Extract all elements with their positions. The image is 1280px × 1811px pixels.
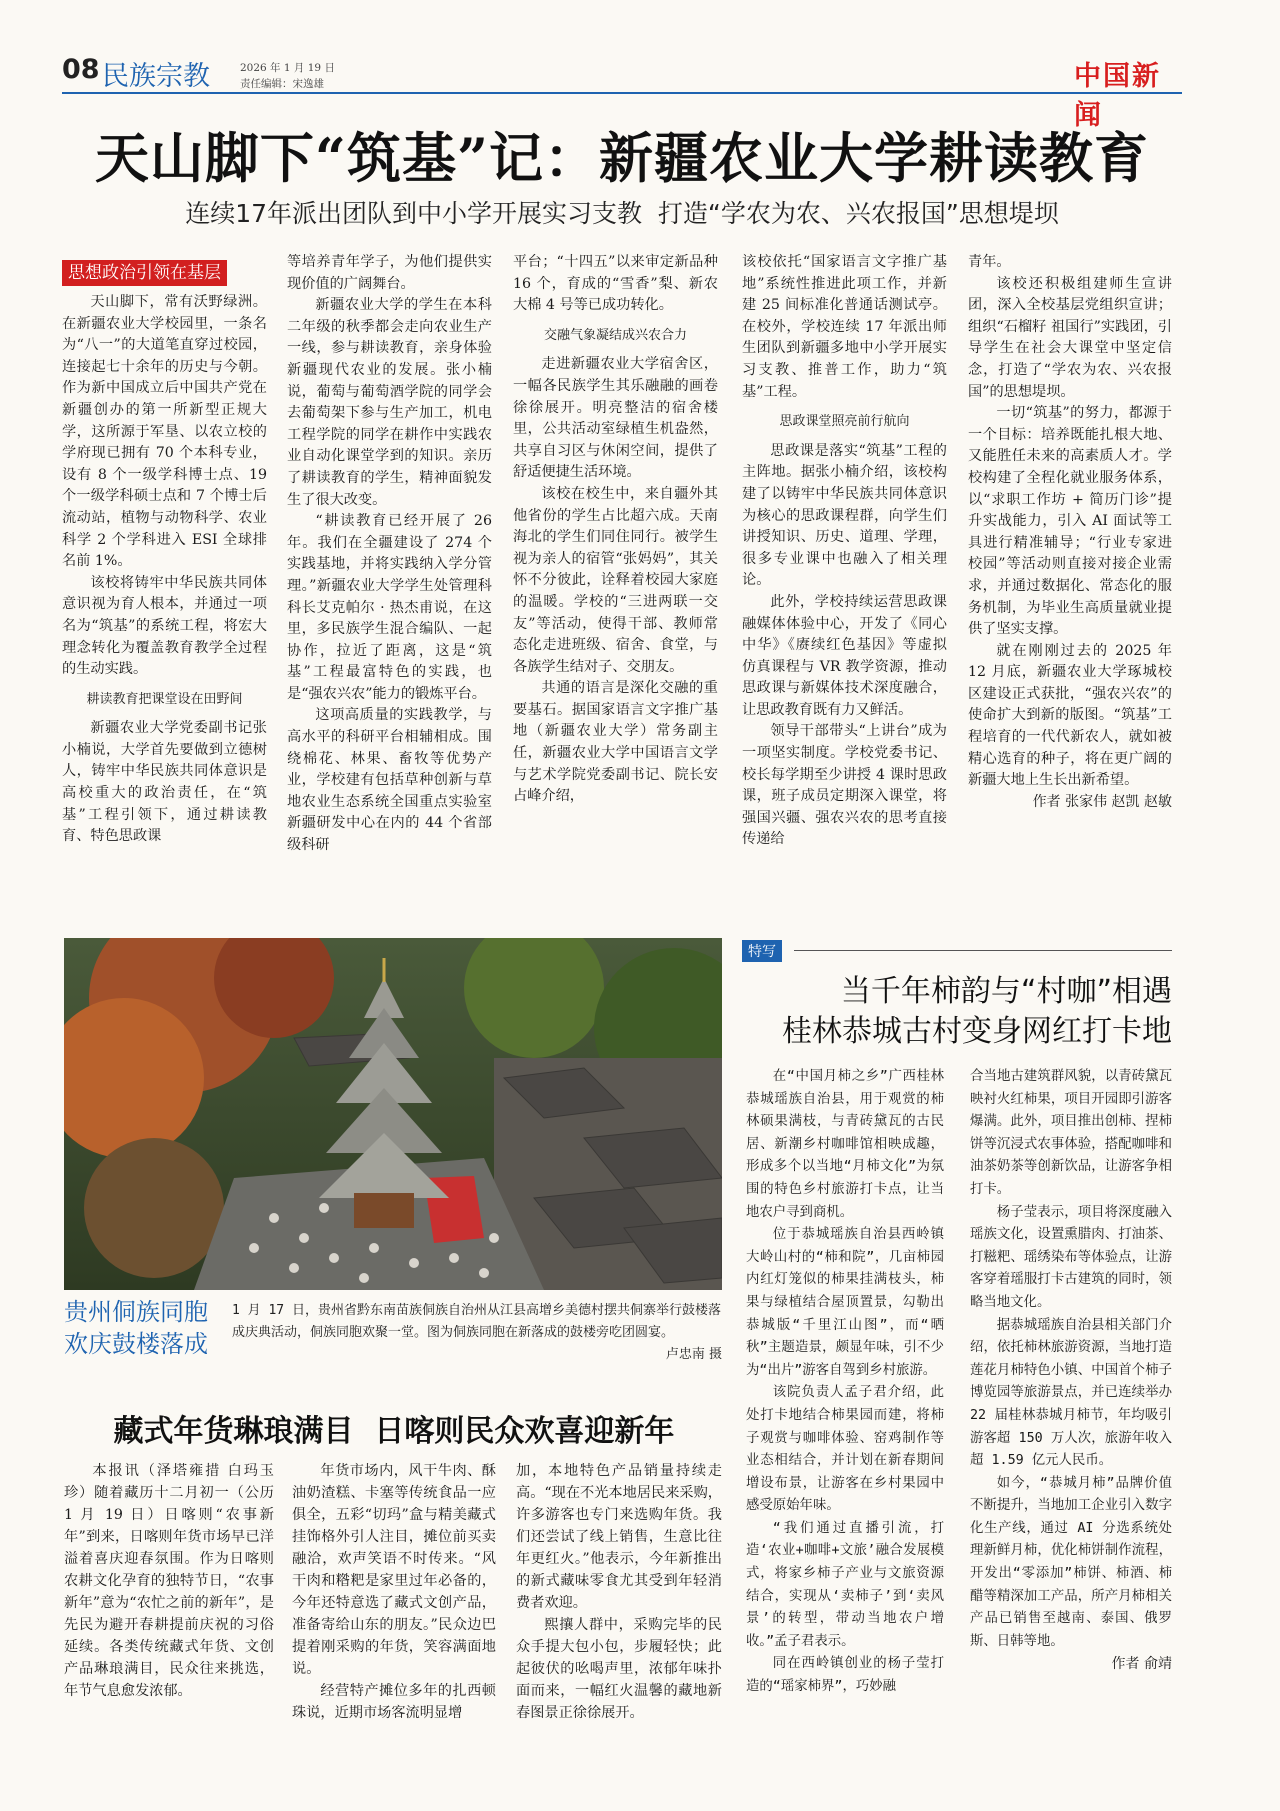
paragraph: 杨子莹表示，项目将深度融入瑶族文化，设置熏腊肉、打油茶、打糍粑、瑶绣染布等体验点，让游客穿着瑶服打卡古建筑的同时，领略当地文化。 bbox=[970, 1204, 1172, 1310]
photo-credit: 卢忠南 摄 bbox=[665, 1347, 722, 1362]
paragraph: 此外，学校持续运营思政课融媒体体验中心，开发了《同心中华》《赓续红色基因》等虚拟仿真课程与 VR 教学资源，推动思政课与新媒体技术深度融合，让思政教育既有力又鲜活。 bbox=[742, 593, 947, 718]
paragraph: “我们通过直播引流，打造‘农业+咖啡+文旅’融合发展模式，将家乡柿子产业与文旅资源结合，实现从‘卖柿子’到‘卖风景’的转型，带动当地农户增收。”孟子君表示。 bbox=[746, 1520, 944, 1649]
paragraph: 走进新疆农业大学宿舍区，一幅各民族学生其乐融融的画卷徐徐展开。明亮整洁的宿舍楼里，公共活动室绿植生机盎然，共享自习区与休闲空间，提供了舒适便捷生活环境。 bbox=[513, 356, 718, 481]
paragraph: 年货市场内，风干牛肉、酥油奶渣糕、卡塞等传统食品一应俱全，五彩“切玛”盒与精美藏式挂饰格外引人注目，摊位前买卖融洽，欢声笑语不时传来。“风干肉和糌粑是家里过年必备的，今年还特意选了藏式文创产品，准备寄给山东的朋友。”民众边巴提着刚采购的年货，笑容满面地说。 bbox=[292, 1463, 496, 1677]
editor-line: 责任编辑：宋逸雄 bbox=[240, 78, 324, 90]
paragraph: 领导干部带头“上讲台”成为一项坚实制度。学校党委书记、校长每学期至少讲授 4 课时思政课，班子成员定期深入课堂，将强国兴疆、强农兴农的思考直接传递给 bbox=[742, 723, 947, 848]
bottom-article-title: 藏式年货琳琅满目 日喀则民众欢喜迎新年 bbox=[113, 1414, 675, 1449]
paragraph: 平台；“十四五”以来审定新品种 16 个，育成的“雪香”梨、新农大棉 4 号等已成功转化。 bbox=[513, 254, 718, 314]
feature-tag: 特写 bbox=[742, 940, 782, 962]
paragraph: 该校还积极组建师生宣讲团，深入全校基层党组织宣讲；组织“石榴籽 祖国行”实践团，引导学生在社会大课堂中坚定信念，打造了“学农为农、兴农报国”的思想堤坝。 bbox=[968, 275, 1172, 400]
paragraph: 加，本地特色产品销量持续走高。“现在不光本地居民来采购，许多游客也专门来选购年货。我们还尝试了线上销售，生意比往年更红火。”他表示，今年新推出的新式藏味零食尤其受到年轻消费者欢迎。 bbox=[516, 1463, 722, 1611]
paragraph: 新疆农业大学党委副书记张小楠说，大学首先要做到立德树人，铸牢中华民族共同体意识是高校重大的政治责任，在“筑基”工程引领下，通过耕读教育、特色思政课 bbox=[62, 720, 267, 845]
feature-title-line-1: 当千年柿韵与“村咖”相遇 bbox=[840, 974, 1172, 1009]
paragraph: 经营特产摊位多年的扎西顿珠说，近期市场客流明显增 bbox=[292, 1683, 496, 1721]
feature-title-line-2: 桂林恭城古村变身网红打卡地 bbox=[782, 1014, 1172, 1049]
paragraph: 位于恭城瑶族自治县西岭镇大岭山村的“柿和院”，几亩柿园内红灯笼似的柿果挂满枝头，柿果与绿植结合屋顶置景，勾勒出恭城版“千里江山图”，而“晒秋”主题造景，颇显年味，引不少为“出片”游客自驾到乡村旅游。 bbox=[746, 1227, 944, 1378]
paragraph: 合当地古建筑群风貌，以青砖黛瓦映衬火红柿果，项目开园即引游客爆满。此外，项目推出创柿、捏柿饼等沉浸式农事体验，搭配咖啡和油茶奶茶等创新饮品，让游客争相打卡。 bbox=[970, 1069, 1172, 1197]
photo-caption bbox=[232, 1300, 722, 1366]
paragraph: 就在刚刚过去的 2025 年 12 月底，新疆农业大学琢城校区建设正式获批，“强农兴农”的使命扩大到新的版图。“筑基”工程培育的一代代新农人，就如被精心选育的种子，将在更广阔的新疆大地上生长出新希望。 bbox=[968, 642, 1172, 789]
feature-col-2 bbox=[970, 1066, 1172, 1746]
bottom-article-col-1 bbox=[64, 1460, 274, 1760]
bottom-article-col-2 bbox=[292, 1460, 496, 1760]
main-article-col-1 bbox=[62, 258, 267, 916]
paragraph: 新疆农业大学的学生在本科二年级的秋季都会走向农业生产一线，参与耕读教育，亲身体验新疆现代农业的发展。张小楠说，葡萄与葡萄酒学院的同学会去葡萄架下参与生产加工，机电工程学院的同学在耕作中实践农业自动化课堂学到的知识。亲历了耕读教育的学生，精神面貌发生了很大改变。 bbox=[287, 297, 492, 508]
feature-col-1 bbox=[746, 1066, 944, 1726]
drum-tower-photo bbox=[64, 938, 722, 1290]
paragraph: 这项高质量的实践教学，与高水平的科研平台相辅相成。围绕棉花、林果、畜牧等优势产业，学校建有包括草种创新与草地农业生态系统全国重点实验室新疆研发中心在内的 44 个省部级科研 bbox=[287, 707, 492, 854]
section-tag: 思想政治引领在基层 bbox=[62, 260, 227, 286]
paragraph: “耕读教育已经开展了 26 年。我们在全疆建设了 274 个实践基地，并将实践纳入学分管理。”新疆农业大学学生处管理科科长艾克帕尔 · 热杰甫说，在这里，多民族学生混合编队、一起协作，拉近了距离，这是“筑基”工程最富特色的实践，也是“强农兴农”能力的锻炼平台。 bbox=[287, 513, 492, 702]
main-article-col-3 bbox=[513, 252, 718, 916]
paragraph: 在“中国月柿之乡”广西桂林恭城瑶族自治县，用于观赏的柿林硕果满枝，与青砖黛瓦的古民居、新潮乡村咖啡馆相映成趣，形成多个以当地“月柿文化”为氛围的特色乡村旅游打卡点，让当地农户寻到商机。 bbox=[746, 1069, 944, 1220]
paragraph: 该校将铸牢中华民族共同体意识视为育人根本，并通过一项名为“筑基”的系统工程，将宏大理念转化为覆盖教育教学全过程的生动实践。 bbox=[62, 574, 267, 678]
main-title: 天山脚下“筑基”记：新疆农业大学耕读教育 bbox=[94, 126, 1150, 190]
issue-date: 2026 年 1 月 19 日 bbox=[240, 62, 335, 74]
subheading: 交融气象凝结成兴农合力 bbox=[543, 327, 687, 343]
paragraph: 据恭城瑶族自治县相关部门介绍，依托柿林旅游资源，当地打造莲花月柿特色小镇、中国首个柿子博览园等旅游景点，并已连续举办 22 届桂林恭城月柿节，年均吸引游客超 150 万人次，旅游年收入超 1.59 亿元人民币。 bbox=[970, 1317, 1172, 1469]
subheading: 思政课堂照亮前行航向 bbox=[779, 414, 910, 430]
paragraph: 同在西岭镇创业的杨子莹打造的“瑶家柿界”，巧妙融 bbox=[746, 1656, 944, 1695]
paragraph: 如今，“恭城月柿”品牌价值不断提升，当地加工企业引入数字化生产线，通过 AI 分选系统处理新鲜月柿，优化柿饼制作流程，开发出“零添加”柿饼、柿酒、柿醋等精深加工产品，所产月柿相关产品已销售至越南、泰国、俄罗斯、日韩等地。 bbox=[970, 1475, 1172, 1649]
paragraph: 共通的语言是深化交融的重要基石。据国家语言文字推广基地（新疆农业大学）常务副主任，新疆农业大学中国语言文学与艺术学院党委副书记、院长安占峰介绍， bbox=[513, 680, 718, 805]
paragraph: 一切“筑基”的努力，都源于一个目标：培养既能扎根大地、又能胜任未来的高素质人才。学校构建了全程化就业服务体系，以“求职工作坊 + 简历门诊”提升实战能力，引入 AI 面试等工具进行精准辅导；“行业专家进校园”等活动则直接对接企业需求，并通过数据化、常态化的服务机制，为毕业生高质量就业提供了坚实支撑。 bbox=[968, 405, 1172, 638]
feature-title bbox=[742, 972, 1172, 1052]
paragraph: 青年。 bbox=[968, 254, 1011, 270]
news-photo bbox=[64, 938, 722, 1290]
paragraph: 该校在校生中，来自疆外其他省份的学生占比超六成。天南海北的学生们同住同行。被学生视为亲人的宿管“张妈妈”，其关怀不分彼此，诠释着校园大家庭的温暖。学校的“三进两联一交友”等活动，使得干部、教师常态化走进班级、宿舍、食堂，与各族学生结对子、交朋友。 bbox=[513, 485, 718, 675]
subheading: 耕读教育把课堂设在田野间 bbox=[86, 691, 243, 707]
main-article-col-2 bbox=[287, 252, 492, 916]
paragraph: 等培养青年学子，为他们提供实现价值的广阔舞台。 bbox=[287, 254, 492, 292]
byline: 作者 俞靖 bbox=[1111, 1656, 1172, 1673]
paragraph: 天山脚下，常有沃野绿洲。在新疆农业大学校园里，一条名为“八一”的大道笔直穿过校园，连接起七十余年的历史与今朝。作为新中国成立后中国共产党在新疆创办的第一所新型正规大学，这所源于军垦、以农立校的学府现已拥有 70 个本科专业，设有 8 个一级学科博士点、19 个一级学科硕士点和 7 个博士后流动站，植物与动物科学、农业科学 2 个学科进入 ESI 全球排名前 1%。 bbox=[62, 294, 267, 570]
main-article-col-5 bbox=[968, 252, 1172, 916]
byline: 作者 张家伟 赵凯 赵敏 bbox=[1032, 793, 1172, 810]
paragraph: 该校依托“国家语言文字推广基地”系统性推进此项工作，并新建 25 间标准化普通话测试亭。在校外，学校连续 17 年派出师生团队到新疆多地中小学开展实习支教、推普工作，助力“筑基”工程。 bbox=[742, 254, 947, 400]
paragraph: 该院负责人孟子君介绍，此处打卡地结合柿果园而建，将柿子观赏与咖啡体验、窑鸡制作等业态相结合，并计划在新春期间增设布景，让游客在乡村果园中感受原始年味。 bbox=[746, 1385, 944, 1514]
paragraph: 熙攘人群中，采购完毕的民众手提大包小包，步履轻快；此起彼伏的吆喝声里，浓郁年味扑面而来，一幅红火温馨的藏地新春图景正徐徐展开。 bbox=[516, 1617, 722, 1721]
caption-text: 1 月 17 日，贵州省黔东南苗族侗族自治州从江县高增乡美德村摆共侗寨举行鼓楼落成庆典活动，侗族同胞欢聚一堂。图为侗族同胞在新落成的鼓楼旁吃团圆宴。 bbox=[232, 1303, 721, 1340]
paragraph: 思政课是落实“筑基”工程的主阵地。据张小楠介绍，该校构建了以铸牢中华民族共同体意识为核心的思政课程群，向学生们讲授知识、历史、道理、学理，很多专业课中也融入了相关理论。 bbox=[742, 442, 947, 589]
section-name: 民族宗教 bbox=[102, 61, 210, 92]
photo-headline: 贵州侗族同胞欢庆鼓楼落成 bbox=[64, 1298, 208, 1358]
feature-rule bbox=[794, 950, 1172, 951]
paragraph: 本报讯（泽塔雍措 白玛玉珍）随着藏历十二月初一（公历 1 月 19 日）日喀则“农事新年”到来，日喀则年货市场早已洋溢着喜庆迎春氛围。作为日喀则农耕文化孕育的独特节日，“农事新年”意为“农忙之前的新年”，是先民为避开春耕提前庆祝的习俗延续。各类传统藏式年货、文创产品琳琅满目，民众往来挑选，年节气息愈发浓郁。 bbox=[64, 1463, 274, 1699]
page-number: 08 bbox=[62, 54, 100, 85]
masthead-rule bbox=[62, 92, 1182, 94]
main-article-col-4 bbox=[742, 252, 947, 916]
newspaper-logo: 中国新闻 bbox=[1074, 61, 1161, 131]
bottom-article-col-3 bbox=[516, 1460, 722, 1760]
main-subtitle: 连续17年派出团队到中小学开展实习支教 打造“学农为农、兴农报国”思想堤坝 bbox=[185, 199, 1059, 228]
